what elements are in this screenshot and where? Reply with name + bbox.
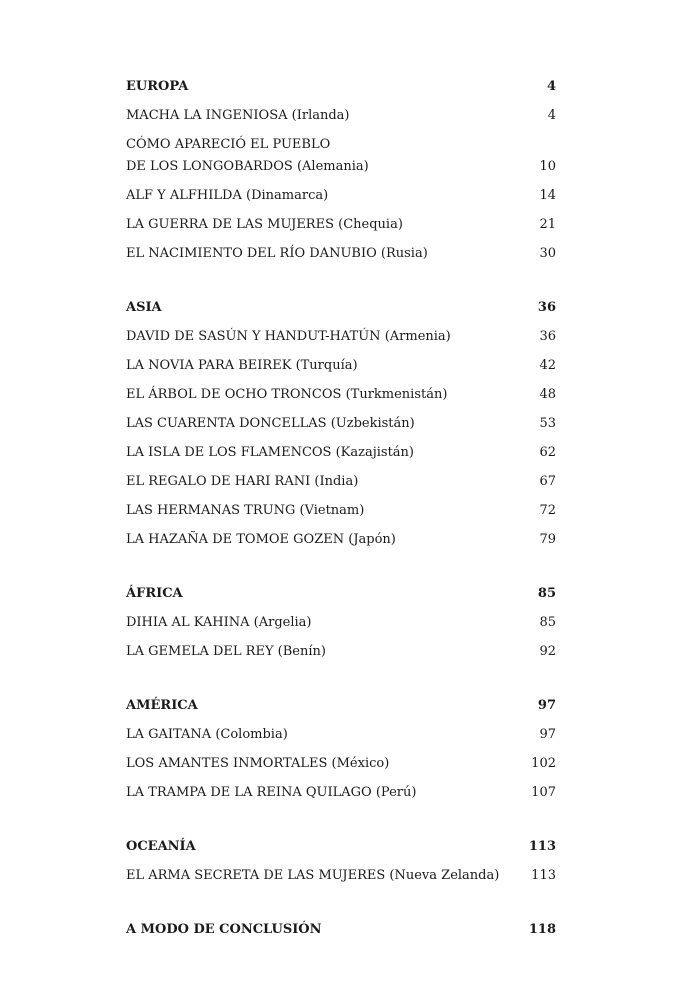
- entry-page-number: 30: [539, 246, 556, 261]
- entry-country: (Argelia): [253, 615, 312, 630]
- toc-section-oceania: [126, 832, 556, 890]
- toc-section-conclusion: [126, 915, 556, 944]
- section-title: AMÉRICA: [126, 698, 198, 713]
- entry-page-number: 10: [539, 159, 556, 174]
- entry-title: LOS AMANTES INMORTALES: [126, 756, 328, 771]
- entry-country: (Armenia): [384, 329, 451, 344]
- section-page-number: 4: [546, 79, 556, 94]
- entry-page-number: 113: [531, 868, 556, 883]
- entry-title: LA NOVIA PARA BEIREK: [126, 358, 292, 373]
- entry-page-number: 92: [539, 644, 556, 659]
- entry-page-number: 4: [547, 108, 556, 123]
- entry-title: ALF Y ALFHILDA: [126, 188, 242, 203]
- entry-title: LAS HERMANAS TRUNG: [126, 503, 296, 518]
- toc-entry: [126, 861, 556, 890]
- section-heading: [126, 915, 556, 944]
- entry-title: LA ISLA DE LOS FLAMENCOS: [126, 445, 332, 460]
- entry-title: EL NACIMIENTO DEL RÍO DANUBIO: [126, 246, 377, 261]
- toc-section-europa: [126, 72, 556, 268]
- toc-entry: [126, 720, 556, 749]
- entry-page-number: 21: [539, 217, 556, 232]
- entry-title: LA GAITANA: [126, 727, 212, 742]
- section-page-number: 85: [537, 586, 556, 601]
- toc-entry: [126, 130, 556, 181]
- entry-title: EL REGALO DE HARI RANI: [126, 474, 311, 489]
- section-title: ASIA: [126, 300, 162, 315]
- entry-country: (Benín): [277, 644, 326, 659]
- entry-page-number: 72: [539, 503, 556, 518]
- toc-entry: [126, 351, 556, 380]
- entry-title-line-1: CÓMO APARECIÓ EL PUEBLO: [126, 137, 331, 152]
- toc-entry: [126, 525, 556, 554]
- toc-entry: [126, 322, 556, 351]
- entry-title: DAVID DE SASÚN Y HANDUT-HATÚN: [126, 329, 381, 344]
- section-title: OCEANÍA: [126, 839, 196, 854]
- entry-page-number: 79: [539, 532, 556, 547]
- toc-entry: [126, 181, 556, 210]
- entry-title: LA TRAMPA DE LA REINA QUILAGO: [126, 785, 372, 800]
- entry-page-number: 42: [539, 358, 556, 373]
- entry-country: (Alemania): [296, 159, 369, 174]
- entry-country: (Irlanda): [291, 108, 350, 123]
- section-title: ÁFRICA: [126, 586, 183, 601]
- entry-page-number: 53: [539, 416, 556, 431]
- table-of-contents: [126, 72, 556, 944]
- toc-entry: [126, 778, 556, 807]
- entry-page-number: 36: [539, 329, 556, 344]
- entry-page-number: 97: [539, 727, 556, 742]
- toc-entry: [126, 101, 556, 130]
- toc-entry: [126, 749, 556, 778]
- entry-title-line-2: DE LOS LONGOBARDOS: [126, 159, 293, 174]
- entry-country: (India): [314, 474, 359, 489]
- entry-title: LA HAZAÑA DE TOMOE GOZEN: [126, 532, 345, 547]
- entry-country: (Kazajistán): [335, 445, 415, 460]
- toc-entry: [126, 438, 556, 467]
- entry-title: DIHIA AL KAHINA: [126, 615, 250, 630]
- entry-country: (Colombia): [215, 727, 288, 742]
- section-page-number: 113: [528, 839, 556, 854]
- toc-entry: [126, 239, 556, 268]
- section-heading: [126, 72, 556, 101]
- toc-section-america: [126, 691, 556, 807]
- section-title: EUROPA: [126, 79, 189, 94]
- entry-country: (Japón): [348, 532, 396, 547]
- entry-title: LA GUERRA DE LAS MUJERES: [126, 217, 334, 232]
- toc-section-africa: [126, 579, 556, 666]
- entry-country: (Dinamarca): [246, 188, 329, 203]
- section-heading: [126, 691, 556, 720]
- toc-entry: [126, 210, 556, 239]
- entry-country: (Uzbekistán): [330, 416, 415, 431]
- toc-entry: [126, 467, 556, 496]
- entry-page-number: 85: [539, 615, 556, 630]
- entry-title: EL ARMA SECRETA DE LAS MUJERES: [126, 868, 386, 883]
- entry-country: (Chequia): [338, 217, 403, 232]
- entry-country: (Turquía): [295, 358, 358, 373]
- entry-page-number: 62: [539, 445, 556, 460]
- entry-page-number: 67: [539, 474, 556, 489]
- section-page-number: 36: [537, 300, 556, 315]
- toc-section-asia: [126, 293, 556, 554]
- entry-title: LAS CUARENTA DONCELLAS: [126, 416, 327, 431]
- entry-country: (Perú): [375, 785, 417, 800]
- toc-entry: [126, 637, 556, 666]
- toc-entry: [126, 496, 556, 525]
- entry-country: (Nueva Zelanda): [389, 868, 500, 883]
- entry-page-number: 107: [531, 785, 556, 800]
- entry-country: (Vietnam): [299, 503, 365, 518]
- entry-title: EL ÁRBOL DE OCHO TRONCOS: [126, 387, 342, 402]
- entry-country: (Turkmenistán): [345, 387, 448, 402]
- toc-entry: [126, 409, 556, 438]
- entry-country: (México): [331, 756, 390, 771]
- entry-country: (Rusia): [380, 246, 428, 261]
- section-page-number: 97: [537, 698, 556, 713]
- entry-title: MACHA LA INGENIOSA: [126, 108, 288, 123]
- section-heading: [126, 579, 556, 608]
- entry-page-number: 48: [539, 387, 556, 402]
- section-title: A MODO DE CONCLUSIÓN: [126, 922, 322, 937]
- section-heading: [126, 832, 556, 861]
- entry-page-number: 102: [531, 756, 556, 771]
- toc-entry: [126, 380, 556, 409]
- entry-page-number: 14: [539, 188, 556, 203]
- entry-title: LA GEMELA DEL REY: [126, 644, 274, 659]
- toc-entry: [126, 608, 556, 637]
- section-page-number: 118: [528, 922, 556, 937]
- section-heading: [126, 293, 556, 322]
